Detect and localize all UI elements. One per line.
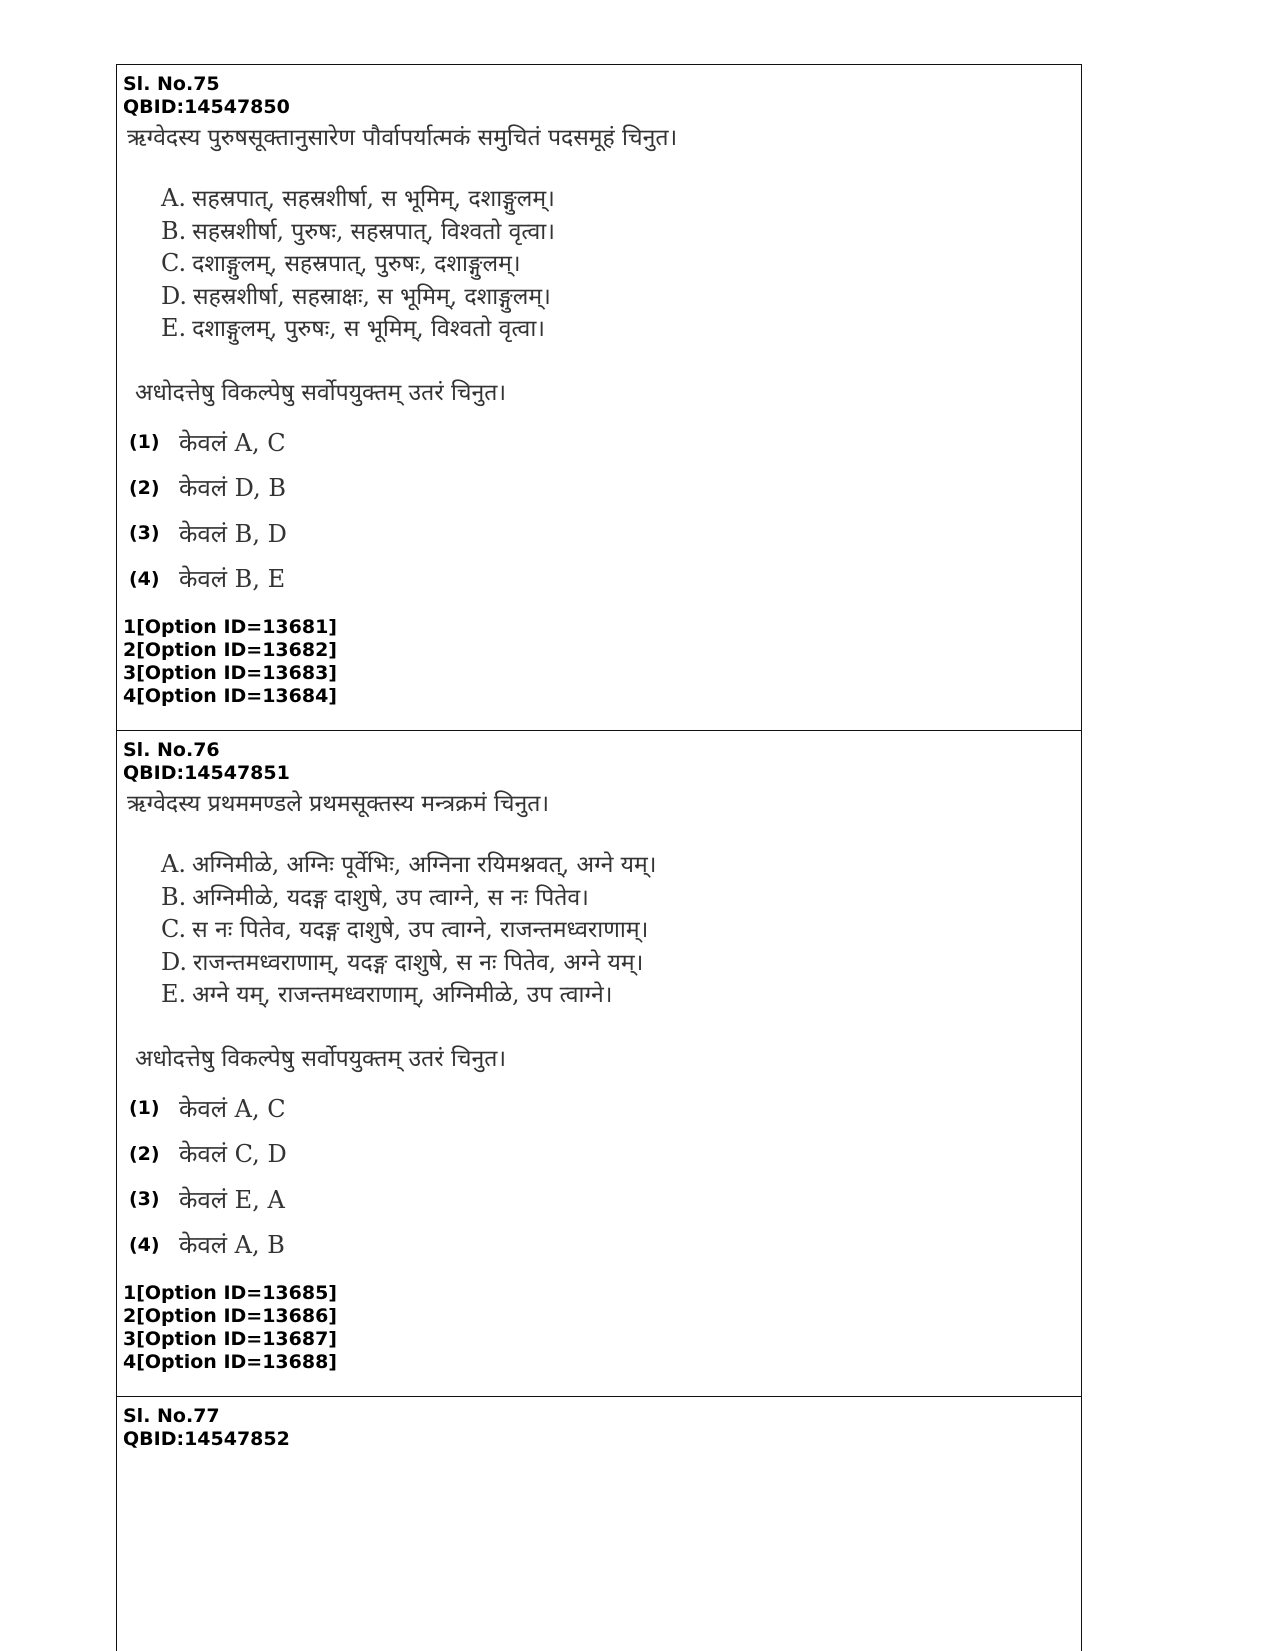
option-text: केवलं B, E bbox=[179, 565, 286, 594]
answer-options bbox=[123, 420, 1081, 602]
answer-option-3[interactable] bbox=[123, 511, 1081, 557]
answer-option-4[interactable] bbox=[123, 556, 1081, 602]
statement-item bbox=[161, 882, 1081, 915]
question-paper-frame bbox=[116, 64, 1082, 1651]
option-number: (4) bbox=[129, 1233, 160, 1256]
option-id: 2[Option ID=13682] bbox=[123, 638, 337, 661]
option-text: केवलं E, A bbox=[179, 1185, 285, 1214]
statement-item bbox=[161, 914, 1081, 947]
statement-letter: A. bbox=[161, 184, 186, 212]
answer-option-3[interactable] bbox=[123, 1177, 1081, 1223]
option-number: (3) bbox=[129, 1188, 160, 1211]
serial-number: Sl. No.77 bbox=[123, 1405, 220, 1427]
statement-item bbox=[161, 183, 1081, 216]
statement-text: दशाङ्गुलम्, पुरुषः, स भूमिम्, विश्वतो वृत्वा। bbox=[192, 316, 546, 342]
question-block-76 bbox=[117, 731, 1081, 1397]
statement-letter: A. bbox=[161, 850, 186, 878]
answer-options bbox=[123, 1086, 1081, 1268]
statement-letter: B. bbox=[161, 882, 187, 911]
statement-letter: D. bbox=[161, 947, 188, 976]
option-number: (4) bbox=[129, 567, 160, 590]
statement-text: सहस्रशीर्षा, पुरुषः, सहस्रपात्, विश्वतो वृत्वा। bbox=[192, 218, 555, 245]
answer-option-1[interactable] bbox=[123, 420, 1081, 466]
statement-text: सहस्रपात्, सहस्रशीर्षा, स भूमिम्, दशाङ्गुलम्। bbox=[191, 186, 555, 212]
statement-list bbox=[161, 849, 1081, 1012]
statement-text: राजन्तमध्वराणाम्, यदङ्ग दाशुषे, स नः पितेव, अग्ने यम्। bbox=[193, 949, 644, 976]
option-number: (1) bbox=[129, 1097, 160, 1120]
option-id: 2[Option ID=13686] bbox=[123, 1304, 337, 1327]
statement-text: दशाङ्गुलम्, सहस्रपात्, पुरुषः, दशाङ्गुलम्। bbox=[192, 251, 521, 277]
statement-text: सहस्रशीर्षा, सहस्राक्षः, स भूमिम्, दशाङ्गुलम्। bbox=[193, 283, 551, 310]
statement-list bbox=[161, 183, 1081, 346]
question-block-77 bbox=[117, 1397, 1081, 1649]
statement-letter: E. bbox=[161, 314, 187, 342]
statement-item bbox=[161, 313, 1081, 346]
option-number: (3) bbox=[129, 522, 160, 545]
answer-option-2[interactable] bbox=[123, 465, 1081, 511]
option-number: (2) bbox=[129, 1142, 160, 1165]
option-text: केवलं D, B bbox=[179, 474, 286, 503]
statement-item bbox=[161, 216, 1081, 249]
option-id: 4[Option ID=13688] bbox=[123, 1350, 337, 1373]
option-text: केवलं C, D bbox=[179, 1140, 287, 1169]
option-id-list bbox=[123, 1282, 1081, 1374]
statement-letter: E. bbox=[161, 980, 187, 1008]
statement-text: अग्निमीळे, यदङ्ग दाशुषे, उप त्वाग्ने, स नः पितेव। bbox=[192, 884, 589, 911]
question-block-75 bbox=[117, 65, 1081, 731]
statement-letter: D. bbox=[161, 281, 188, 310]
option-number: (1) bbox=[129, 431, 160, 454]
statement-letter: B. bbox=[161, 216, 187, 245]
option-text: केवलं B, D bbox=[179, 519, 287, 548]
option-text: केवलं A, C bbox=[179, 1094, 286, 1123]
answer-option-1[interactable] bbox=[123, 1086, 1081, 1132]
option-id: 1[Option ID=13681] bbox=[123, 615, 337, 638]
option-text: केवलं A, C bbox=[179, 428, 286, 457]
question-stem: ऋग्वेदस्य पुरुषसूक्तानुसारेण पौर्वापर्यात्मकं समुचितं पदसमूहं चिनुत। bbox=[127, 125, 678, 151]
option-id: 3[Option ID=13687] bbox=[123, 1327, 337, 1350]
statement-text: स नः पितेव, यदङ्ग दाशुषे, उप त्वाग्ने, राजन्तमध्वराणाम्। bbox=[192, 917, 649, 943]
answer-instruction: अधोदत्तेषु विकल्पेषु सर्वोपयुक्तम् उतरं चिनुत। bbox=[135, 1045, 507, 1072]
option-text: केवलं A, B bbox=[179, 1231, 285, 1260]
serial-number: Sl. No.76 bbox=[123, 739, 220, 761]
option-id: 1[Option ID=13685] bbox=[123, 1281, 337, 1304]
option-number: (2) bbox=[129, 476, 160, 499]
statement-item bbox=[161, 281, 1081, 314]
statement-item bbox=[161, 248, 1081, 281]
qbid: QBID:14547851 bbox=[123, 762, 290, 784]
question-stem: ऋग्वेदस्य प्रथममण्डले प्रथमसूक्तस्य मन्त्रक्रमं चिनुत। bbox=[127, 791, 550, 817]
statement-letter: C. bbox=[161, 249, 187, 277]
answer-instruction: अधोदत्तेषु विकल्पेषु सर्वोपयुक्तम् उतरं चिनुत। bbox=[135, 379, 507, 406]
qbid: QBID:14547850 bbox=[123, 96, 290, 118]
answer-option-4[interactable] bbox=[123, 1222, 1081, 1268]
qbid: QBID:14547852 bbox=[123, 1428, 290, 1450]
option-id: 4[Option ID=13684] bbox=[123, 684, 337, 707]
statement-item bbox=[161, 979, 1081, 1012]
answer-option-2[interactable] bbox=[123, 1131, 1081, 1177]
statement-text: अग्ने यम्, राजन्तमध्वराणाम्, अग्निमीळे, उप त्वाग्ने। bbox=[192, 982, 613, 1008]
statement-item bbox=[161, 947, 1081, 980]
option-id: 3[Option ID=13683] bbox=[123, 661, 337, 684]
option-id-list bbox=[123, 616, 1081, 708]
statement-letter: C. bbox=[161, 915, 187, 943]
statement-text: अग्निमीळे, अग्निः पूर्वेभिः, अग्निना रयिमश्नवत्, अग्ने यम्। bbox=[191, 852, 657, 878]
statement-item bbox=[161, 849, 1081, 882]
serial-number: Sl. No.75 bbox=[123, 73, 220, 95]
